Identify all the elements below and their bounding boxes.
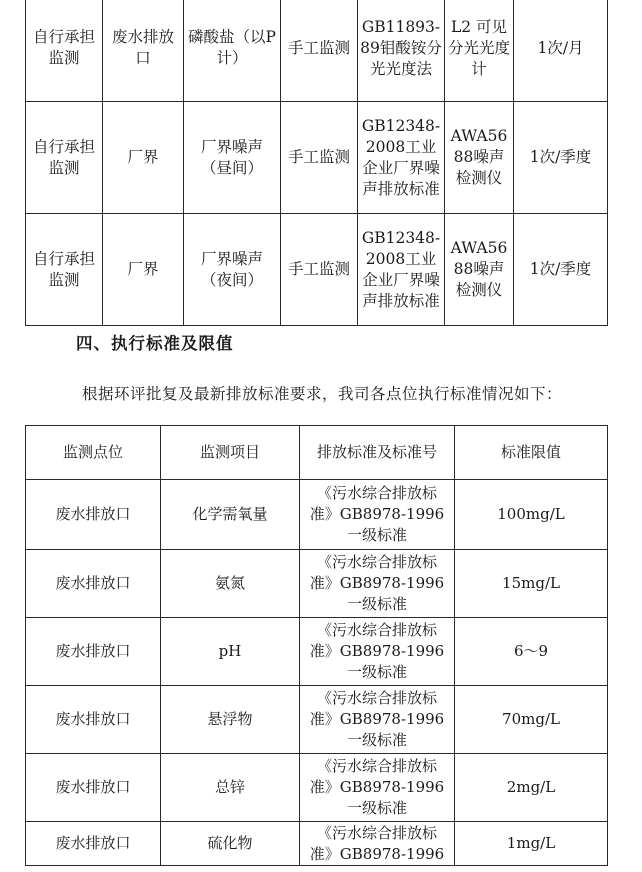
table-row	[26, 618, 608, 686]
monitoring-type-cell: 自行承担监测	[26, 102, 103, 214]
limit-cell: 15mg/L	[455, 550, 608, 618]
table-row	[26, 550, 608, 618]
standard-cell	[300, 754, 455, 822]
point-cell: 废水排放口	[26, 480, 161, 550]
standard-cell	[300, 480, 455, 550]
frequency-cell: 1次/季度	[514, 214, 608, 326]
header-standard: 排放标准及标准号	[300, 426, 455, 480]
standard-line: 一级标准	[346, 663, 407, 681]
monitoring-type-cell: 自行承担监测	[26, 214, 103, 326]
standard-line: 《污水综合排放标	[316, 823, 437, 842]
item-cell: 硫化物	[161, 822, 300, 866]
item-cell: 总锌	[161, 754, 300, 822]
point-cell: 废水排放口	[26, 686, 161, 754]
limit-cell: 6～9	[455, 618, 608, 686]
standard-line: 《污水综合排放标	[316, 553, 437, 571]
standard-line: 一级标准	[346, 731, 407, 749]
section-heading: 四、执行标准及限值	[76, 334, 234, 353]
standard-line: 一级标准	[346, 799, 407, 817]
item-cell: 厂界噪声（昼间）	[184, 102, 281, 214]
table-row	[26, 0, 608, 102]
standard-line: 一级标准	[346, 595, 407, 613]
location-cell: 废水排放口	[103, 0, 184, 102]
table-row	[26, 480, 608, 550]
frequency-cell: 1次/月	[514, 0, 608, 102]
point-cell: 废水排放口	[26, 754, 161, 822]
table-header-row	[26, 426, 608, 480]
standard-cell: GB12348-2008工业企业厂界噪声排放标准	[358, 214, 445, 326]
standard-line: 《污水综合排放标	[316, 757, 437, 775]
standard-line: 一级标准	[346, 526, 407, 544]
standard-line: 准》GB8978-1996	[309, 778, 445, 796]
header-item: 监测项目	[161, 426, 300, 480]
point-cell: 废水排放口	[26, 550, 161, 618]
item-cell: 氨氮	[161, 550, 300, 618]
instrument-cell: AWA5688噪声检测仪	[445, 214, 514, 326]
limit-cell: 1mg/L	[455, 822, 608, 866]
item-cell: 磷酸盐（以P计）	[184, 0, 281, 102]
intro-paragraph: 根据环评批复及最新排放标准要求，我司各点位执行标准情况如下：	[82, 385, 563, 403]
item-cell: 悬浮物	[161, 686, 300, 754]
limit-cell: 70mg/L	[455, 686, 608, 754]
table-row	[26, 214, 608, 326]
frequency-cell: 1次/季度	[514, 102, 608, 214]
standard-line: 准》GB8978-1996	[309, 844, 445, 863]
standard-line: 准》GB8978-1996	[309, 710, 445, 728]
standard-line: 《污水综合排放标	[316, 484, 437, 502]
standard-cell	[300, 822, 455, 866]
location-cell: 厂界	[103, 214, 184, 326]
header-point: 监测点位	[26, 426, 161, 480]
limit-cell: 100mg/L	[455, 480, 608, 550]
table-row	[26, 686, 608, 754]
item-cell: pH	[161, 618, 300, 686]
standard-line: 准》GB8978-1996	[309, 505, 445, 523]
standard-line: 准》GB8978-1996	[309, 642, 445, 660]
table-row	[26, 754, 608, 822]
monitoring-type-cell: 自行承担监测	[26, 0, 103, 102]
standard-line: 《污水综合排放标	[316, 689, 437, 707]
point-cell: 废水排放口	[26, 822, 161, 866]
instrument-cell: L2 可见分光光度计	[445, 0, 514, 102]
standard-cell	[300, 686, 455, 754]
point-cell: 废水排放口	[26, 618, 161, 686]
standard-line: 准》GB8978-1996	[309, 574, 445, 592]
header-limit: 标准限值	[455, 426, 608, 480]
item-cell: 化学需氧量	[161, 480, 300, 550]
monitoring-plan-table	[25, 0, 608, 326]
standard-cell	[300, 550, 455, 618]
table-row	[26, 822, 608, 866]
standard-cell: GB12348-2008工业企业厂界噪声排放标准	[358, 102, 445, 214]
standards-table	[25, 425, 608, 866]
location-cell: 厂界	[103, 102, 184, 214]
limit-cell: 2mg/L	[455, 754, 608, 822]
table-row	[26, 102, 608, 214]
method-cell: 手工监测	[281, 0, 358, 102]
standard-cell	[300, 618, 455, 686]
item-cell: 厂界噪声（夜间）	[184, 214, 281, 326]
standard-cell: GB11893-89钼酸铵分光光度法	[358, 0, 445, 102]
method-cell: 手工监测	[281, 214, 358, 326]
method-cell: 手工监测	[281, 102, 358, 214]
standard-line: 《污水综合排放标	[316, 621, 437, 639]
instrument-cell: AWA5688噪声检测仪	[445, 102, 514, 214]
